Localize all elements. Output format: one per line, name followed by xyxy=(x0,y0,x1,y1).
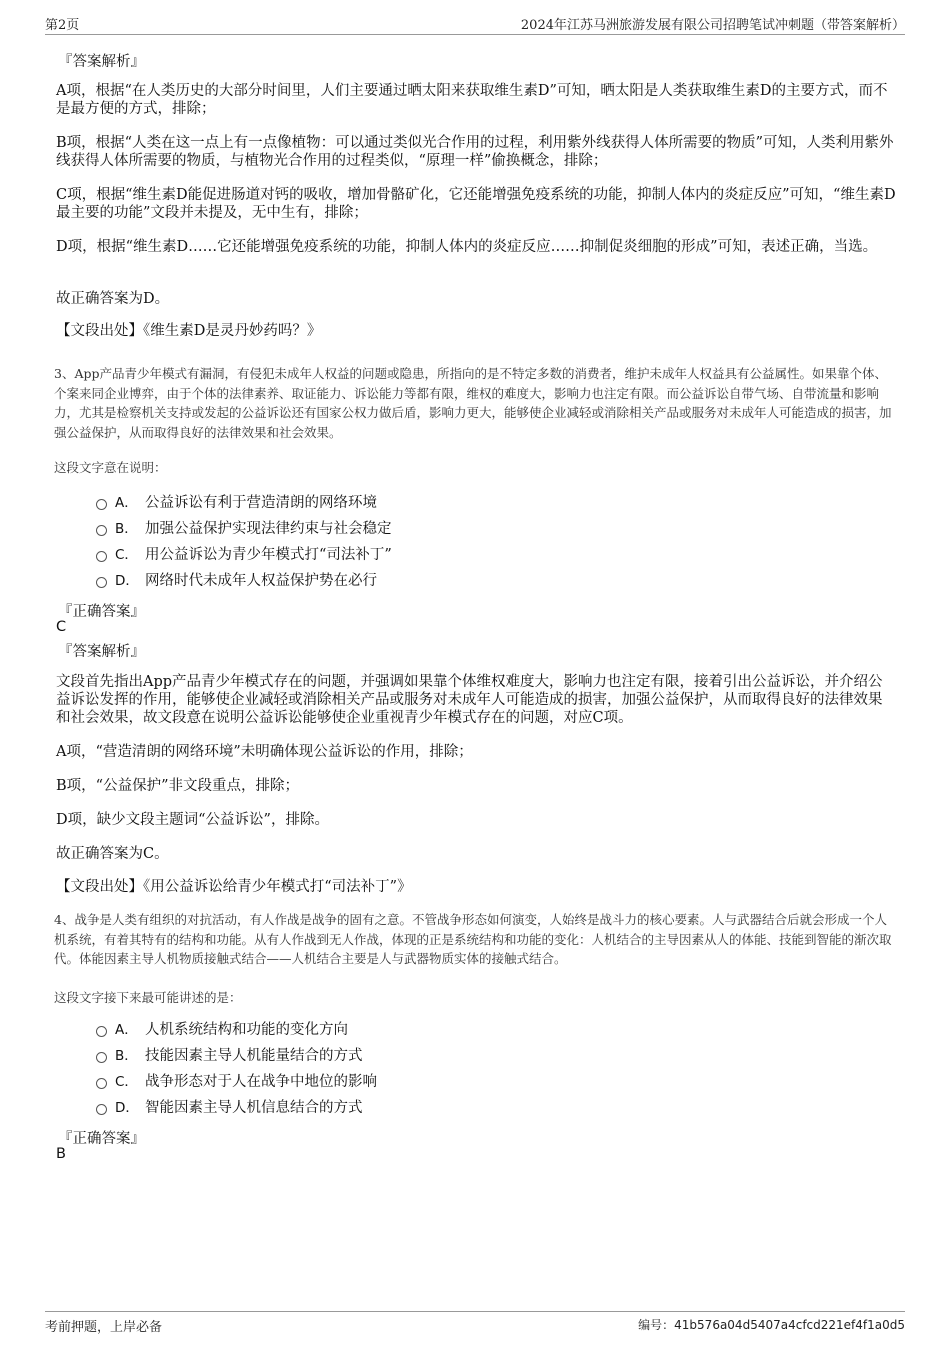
correct-answer-label: 『正确答案』 xyxy=(58,604,145,620)
source-citation: 【文段出处】《维生素D是灵丹妙药吗？》 xyxy=(56,323,322,339)
analysis-paragraph: 文段首先指出App产品青少年模式存在的问题，并强调如果靠个体维权难度大，影响力也注定有限，接着引出公益诉讼，并介绍公益诉讼发挥的作用，能够使企业减轻或消除相关产品或服务对未成年人可能造成的损害，加强公益保护，从而取得良好的法律效果和社会效果，故文段意在说明公益诉讼能够使企业重视青少年模式存在的问题，对应C项。 xyxy=(56,674,883,726)
option-text: 智能因素主导人机信息结合的方式 xyxy=(145,1100,363,1116)
option-letter: D． xyxy=(115,1100,139,1116)
page-footer xyxy=(45,1311,905,1338)
option-a[interactable] xyxy=(96,493,377,513)
option-d[interactable] xyxy=(96,1098,363,1118)
question-prompt: 这段文字意在说明： xyxy=(54,460,167,475)
radio-button[interactable] xyxy=(96,1104,107,1115)
analysis-label: 『答案解析』 xyxy=(58,644,145,660)
option-letter: B． xyxy=(115,521,138,537)
option-letter: A． xyxy=(115,1022,138,1038)
analysis-paragraph: A项，“营造清朗的网络环境”未明确体现公益诉讼的作用，排除； xyxy=(56,744,473,760)
option-letter: C． xyxy=(115,547,138,563)
analysis-label: 『答案解析』 xyxy=(58,54,145,70)
page-number: 第2页 xyxy=(45,18,80,33)
radio-button[interactable] xyxy=(96,551,107,562)
radio-button[interactable] xyxy=(96,577,107,588)
document-id: 编号：41b576a04d5407a4cfcd221ef4f1a0d5 xyxy=(638,1318,905,1332)
analysis-paragraph: D项，缺少文段主题词“公益诉讼”，排除。 xyxy=(56,812,329,828)
option-d[interactable] xyxy=(96,571,377,591)
option-letter: C． xyxy=(115,1074,138,1090)
footer-slogan: 考前押题，上岸必备 xyxy=(45,1320,163,1335)
option-b[interactable] xyxy=(96,519,392,539)
correct-answer-statement: 故正确答案为C。 xyxy=(56,846,169,862)
question-stem: 4、战争是人类有组织的对抗活动，有人作战是战争的固有之意。不管战争形态如何演变，人始终是战斗力的核心要素。人与武器结合后就会形成一个人机系统，有着其特有的结构和功能。从有人作战到无人作战，体现的正是系统结构和功能的变化：人机结合的主导因素从人的体能、技能到智能的渐次取代。体能因素主导人机物质接触式结合——人机结合主要是人与武器物质实体的接触式结合。 xyxy=(54,912,892,966)
option-text: 加强公益保护实现法律约束与社会稳定 xyxy=(145,521,392,537)
radio-button[interactable] xyxy=(96,499,107,510)
option-a[interactable] xyxy=(96,1020,348,1040)
analysis-paragraph: B项，“公益保护”非文段重点，排除； xyxy=(56,778,299,794)
analysis-paragraph: A项，根据“在人类历史的大部分时间里，人们主要通过晒太阳来获取维生素D”可知，晒太阳是人类获取维生素D的主要方式，而不是最方便的方式，排除； xyxy=(56,83,888,117)
correct-answer-label: 『正确答案』 xyxy=(58,1131,145,1147)
question-stem: 3、App产品青少年模式有漏洞，有侵犯未成年人权益的问题或隐患，所指向的是不特定多数的消费者，维护未成年人权益具有公益属性。如果靠个体、个案来同企业博弈，由于个体的法律素养、取证能力、诉讼能力等都有限，维权的难度大，影响力也注定有限。而公益诉讼自带气场、自带流量和影响力，尤其是检察机关支持或发起的公益诉讼还有国家公权力做后盾，影响力更大，能够使企业减轻或消除相关产品或服务对未成年人可能造成的损害，加强公益保护，从而取得良好的法律效果和社会效果。 xyxy=(54,366,892,440)
page-header xyxy=(45,14,905,35)
analysis-paragraph: C项，根据“维生素D能促进肠道对钙的吸收，增加骨骼矿化，它还能增强免疫系统的功能，抑制人体内的炎症反应”可知，“维生素D最主要的功能”文段并未提及，无中生有，排除； xyxy=(56,187,896,221)
analysis-paragraph: B项，根据“人类在这一点上有一点像植物：可以通过类似光合作用的过程，利用紫外线获得人体所需要的物质”可知，人类利用紫外线获得人体所需要的物质，与植物光合作用的过程类似，“原理一样”偷换概念，排除； xyxy=(56,135,894,169)
option-text: 技能因素主导人机能量结合的方式 xyxy=(145,1048,363,1064)
radio-button[interactable] xyxy=(96,1026,107,1037)
radio-button[interactable] xyxy=(96,1078,107,1089)
correct-answer-value: B xyxy=(56,1146,66,1162)
question-prompt: 这段文字接下来最可能讲述的是： xyxy=(54,990,242,1005)
document-title: 2024年江苏马洲旅游发展有限公司招聘笔试冲刺题（带答案解析） xyxy=(520,18,905,33)
correct-answer-statement: 故正确答案为D。 xyxy=(56,291,170,307)
option-text: 战争形态对于人在战争中地位的影响 xyxy=(145,1074,377,1090)
correct-answer-value: C xyxy=(56,619,67,635)
option-c[interactable] xyxy=(96,1072,377,1092)
option-text: 公益诉讼有利于营造清朗的网络环境 xyxy=(145,495,377,511)
option-letter: A． xyxy=(115,495,138,511)
option-text: 网络时代未成年人权益保护势在必行 xyxy=(145,573,377,589)
option-letter: B． xyxy=(115,1048,138,1064)
analysis-paragraph: D项，根据“维生素D……它还能增强免疫系统的功能，抑制人体内的炎症反应……抑制促炎细胞的形成”可知，表述正确，当选。 xyxy=(56,239,878,255)
option-c[interactable] xyxy=(96,545,392,565)
radio-button[interactable] xyxy=(96,1052,107,1063)
option-text: 人机系统结构和功能的变化方向 xyxy=(145,1022,348,1038)
option-text: 用公益诉讼为青少年模式打“司法补丁” xyxy=(145,547,392,563)
source-citation: 【文段出处】《用公益诉讼给青少年模式打“司法补丁”》 xyxy=(56,879,412,895)
option-letter: D． xyxy=(115,573,139,589)
radio-button[interactable] xyxy=(96,525,107,536)
option-b[interactable] xyxy=(96,1046,363,1066)
